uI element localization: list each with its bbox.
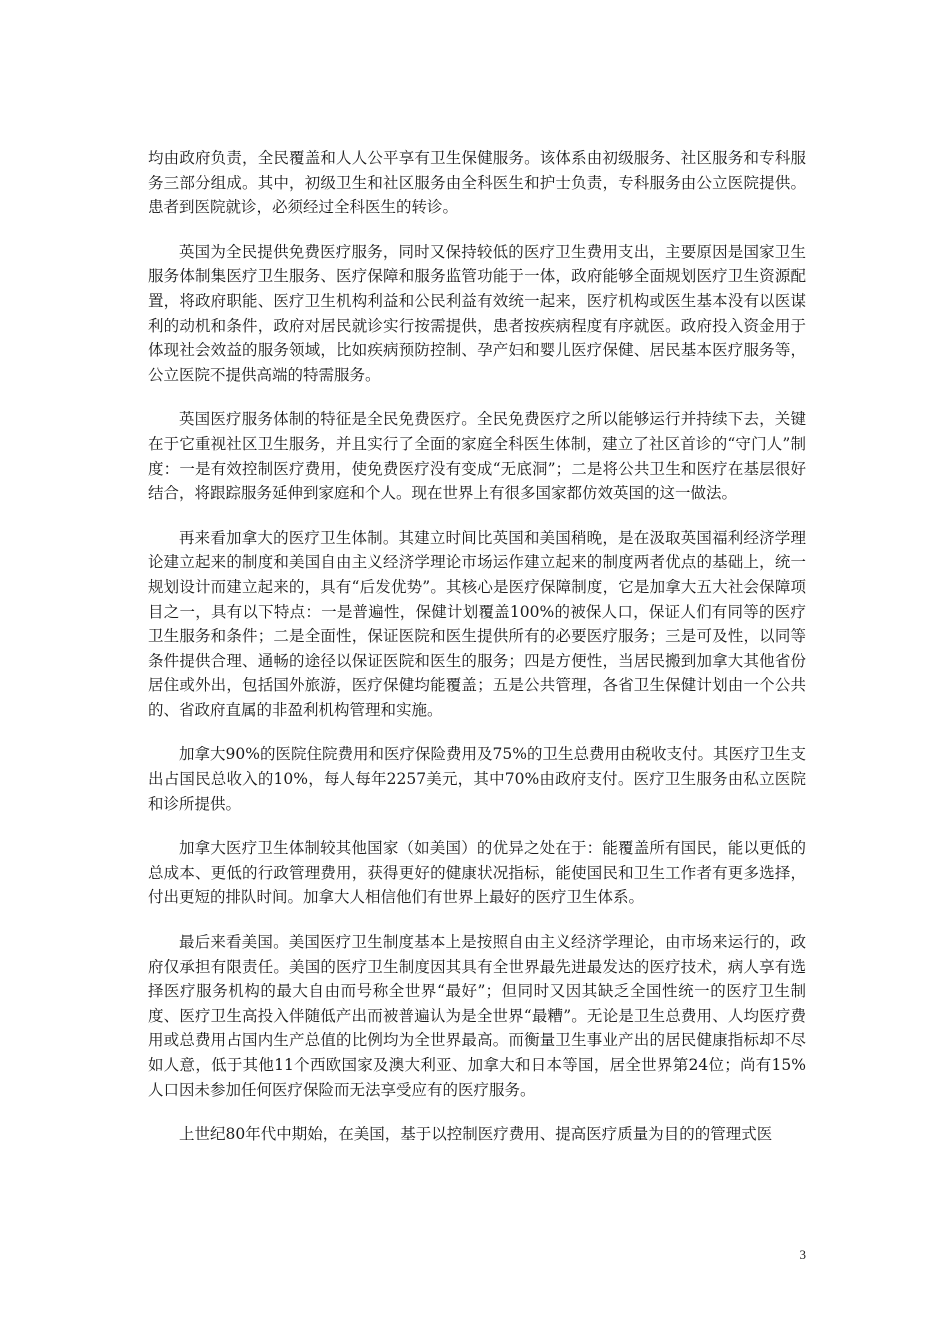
paragraph-us-managed-care: 上世纪80年代中期始，在美国，基于以控制医疗费用、提高医疗质量为目的的管理式医	[179, 1125, 773, 1144]
paragraph-canada-system: 再来看加拿大的医疗卫生体制。其建立时间比英国和美国稍晚，是在汲取英国福利经济学理论建立起来的制度和美国自由主义经济学理论市场运作建立起来的制度两者优点的基础上，统一规划设计而建立起来的，具有“后发优势”。其核心是医疗保障制度，它是加拿大五大社会保障项目之一，具有以下特点：一是普遍性，保健计划覆盖100%的被保人口，保证人们有同等的医疗卫生服务和条件；二是全面性，保证医院和医生提供所有的必要医疗服务；三是可及性，以同等条件提供合理、通畅的途径以保证医院和医生的服务；四是方便性，当居民搬到加拿大其他省份居住或外出，包括国外旅游，医疗保健均能覆盖；五是公共管理，各省卫生保健计划由一个公共的、省政府直属的非盈利机构管理和实施。	[148, 528, 806, 719]
document-body	[148, 146, 806, 1167]
paragraph-canada-funding: 加拿大90%的医院住院费用和医疗保险费用及75%的卫生总费用由税收支付。其医疗卫生支出占国民总收入的10%，每人每年2257美元，其中70%由政府支付。医疗卫生服务由私立医院和诊所提供。	[148, 745, 806, 813]
page-number: 3	[799, 1247, 806, 1262]
paragraph-continued: 均由政府负责，全民覆盖和人人公平享有卫生保健服务。该体系由初级服务、社区服务和专科服务三部分组成。其中，初级卫生和社区服务由全科医生和护士负责，专科服务由公立医院提供。患者到医院就诊，必须经过全科医生的转诊。	[148, 149, 806, 217]
paragraph-uk-free-care: 英国为全民提供免费医疗服务，同时又保持较低的医疗卫生费用支出，主要原因是国家卫生服务体制集医疗卫生服务、医疗保障和服务监管功能于一体，政府能够全面规划医疗卫生资源配置，将政府职能、医疗卫生机构利益和公民利益有效统一起来，医疗机构或医生基本没有以医谋利的动机和条件，政府对居民就诊实行按需提供，患者按疾病程度有序就医。政府投入资金用于体现社会效益的服务领域，比如疾病预防控制、孕产妇和婴儿医疗保健、居民基本医疗服务等，公立医院不提供高端的特需服务。	[148, 242, 806, 384]
paragraph-us-system: 最后来看美国。美国医疗卫生制度基本上是按照自由主义经济学理论，由市场来运行的，政府仅承担有限责任。美国的医疗卫生制度因其具有全世界最先进最发达的医疗技术，病人享有选择医疗服务机构的最大自由而号称全世界“最好”；但同时又因其缺乏全国性统一的医疗卫生制度、医疗卫生高投入伴随低产出而被普遍认为是全世界“最糟”。无论是卫生总费用、人均医疗费用或总费用占国内生产总值的比例均为全世界最高。而衡量卫生事业产出的居民健康指标却不尽如人意，低于其他11个西欧国家及澳大利亚、加拿大和日本等国，居全世界第24位；尚有15%人口因未参加任何医疗保险而无法享受应有的医疗服务。	[148, 933, 806, 1099]
paragraph-uk-features: 英国医疗服务体制的特征是全民免费医疗。全民免费医疗之所以能够运行并持续下去，关键在于它重视社区卫生服务，并且实行了全面的家庭全科医生体制，建立了社区首诊的“守门人”制度：一是有效控制医疗费用，使免费医疗没有变成“无底洞”；二是将公共卫生和医疗在基层很好结合，将跟踪服务延伸到家庭和个人。现在世界上有很多国家都仿效英国的这一做法。	[148, 410, 806, 503]
paragraph-canada-advantages: 加拿大医疗卫生体制较其他国家（如美国）的优异之处在于：能覆盖所有国民，能以更低的总成本、更低的行政管理费用，获得更好的健康状况指标，能使国民和卫生工作者有更多选择，付出更短的排队时间。加拿大人相信他们有世界上最好的医疗卫生体系。	[148, 839, 806, 907]
